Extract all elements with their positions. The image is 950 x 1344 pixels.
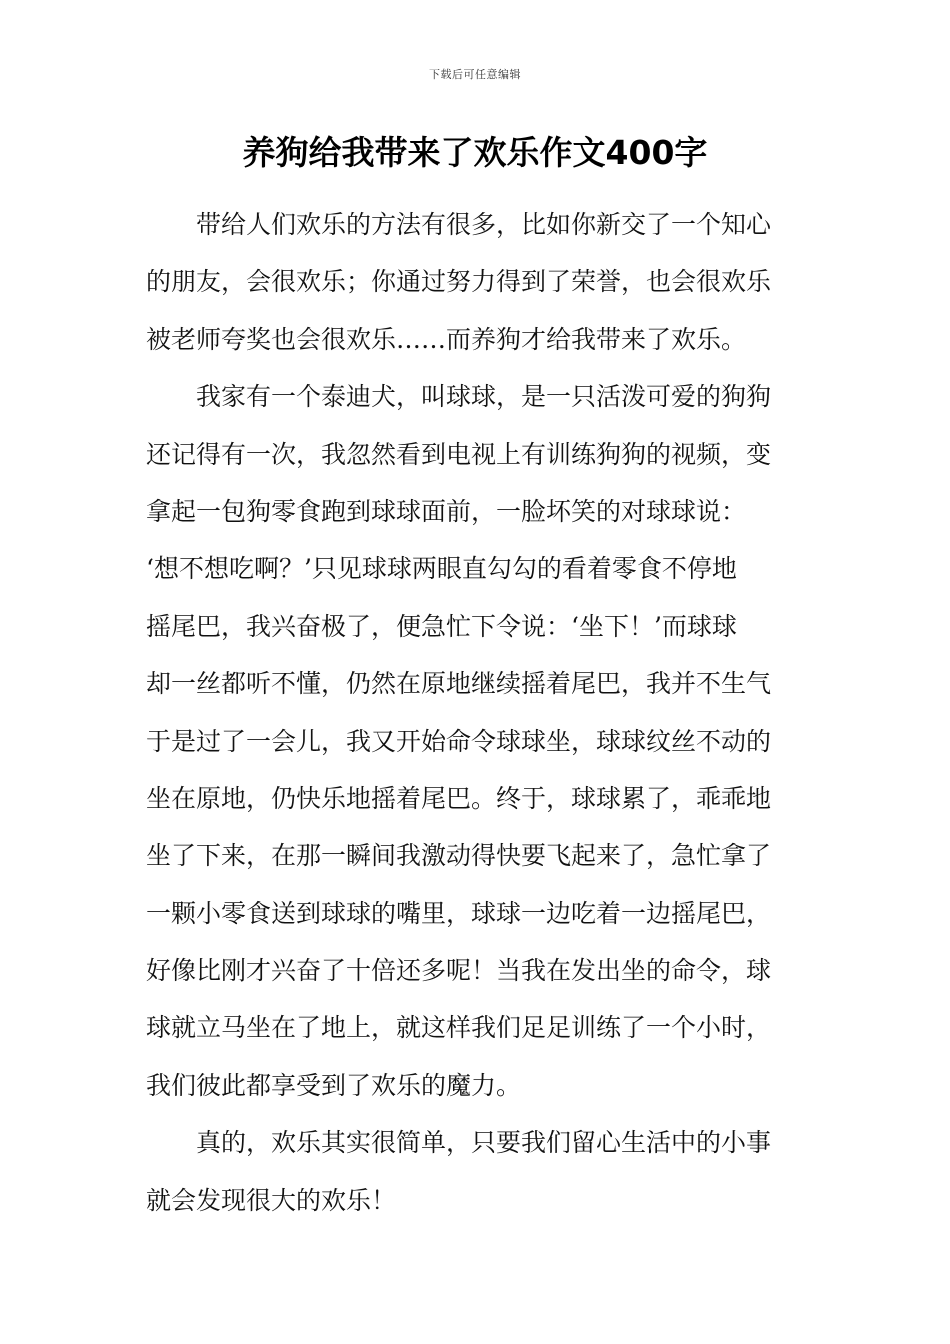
document-title: 养狗给我带来了欢乐作文400字 <box>242 133 708 172</box>
essay-line: 摇尾巴，我兴奋极了，便急忙下令说：‘坐下！’而球球 <box>146 611 737 641</box>
essay-line: 就会发现很大的欢乐！ <box>146 1185 397 1215</box>
essay-line: 坐了下来，在那一瞬间我激动得快要飞起来了，急忙拿了 <box>146 841 772 871</box>
essay-line: 还记得有一次，我忽然看到电视上有训练狗狗的视频，变 <box>146 439 772 469</box>
essay-line: 拿起一包狗零食跑到球球面前，一脸坏笑的对球球说： <box>146 496 747 526</box>
essay-line: 真的，欢乐其实很简单，只要我们留心生活中的小事 <box>196 1128 772 1158</box>
essay-line: 球就立马坐在了地上，就这样我们足足训练了一个小时， <box>146 1013 772 1043</box>
essay-line: 我家有一个泰迪犬，叫球球，是一只活泼可爱的狗狗 <box>196 382 772 412</box>
essay-line: 一颗小零食送到球球的嘴里，球球一边吃着一边摇尾巴， <box>146 898 772 928</box>
essay-line: 于是过了一会儿，我又开始命令球球坐，球球纹丝不动的 <box>146 726 772 756</box>
essay-line: 好像比刚才兴奋了十倍还多呢！当我在发出坐的命令，球 <box>146 956 772 986</box>
essay-body <box>146 196 806 1229</box>
essay-line: 被老师夸奖也会很欢乐……而养狗才给我带来了欢乐。 <box>146 324 747 354</box>
essay-line: 坐在原地，仍快乐地摇着尾巴。终于，球球累了，乖乖地 <box>146 783 772 813</box>
header-note: 下载后可任意编辑 <box>429 68 521 81</box>
essay-line: 却一丝都听不懂，仍然在原地继续摇着尾巴，我并不生气 <box>146 669 772 699</box>
essay-line: 的朋友，会很欢乐；你通过努力得到了荣誉，也会很欢乐 <box>146 267 772 297</box>
essay-line: ‘想不想吃啊？’只见球球两眼直勾勾的看着零食不停地 <box>146 554 737 584</box>
essay-line: 我们彼此都享受到了欢乐的魔力。 <box>146 1070 522 1100</box>
essay-line: 带给人们欢乐的方法有很多，比如你新交了一个知心 <box>196 210 772 239</box>
